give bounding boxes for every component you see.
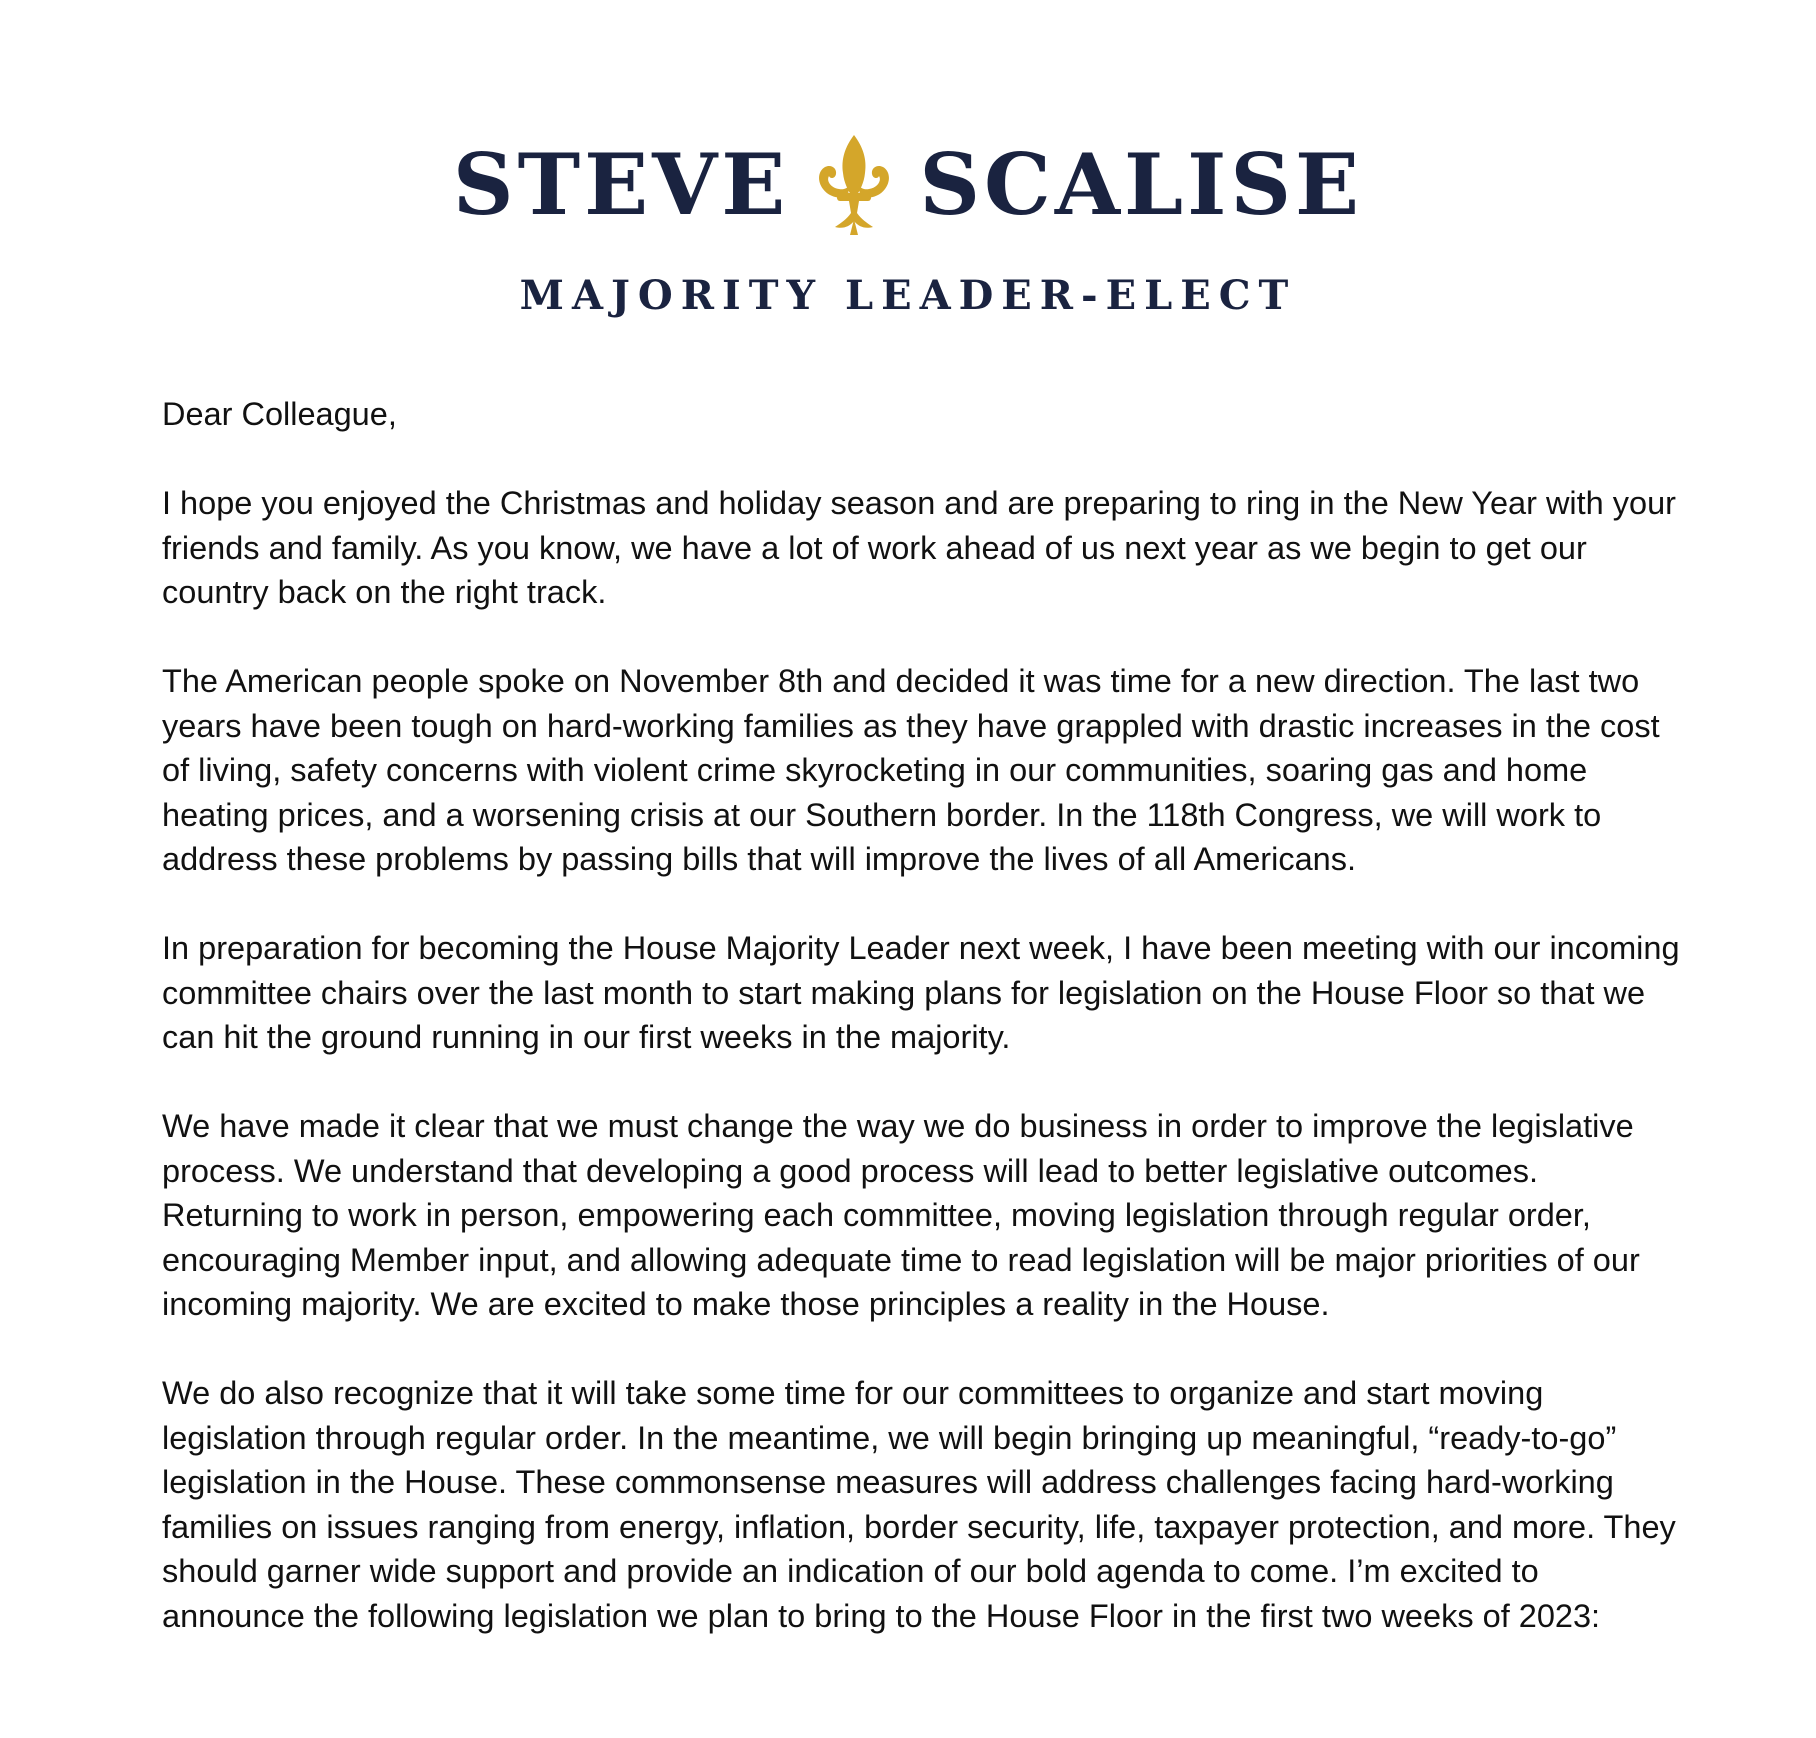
- letter-paragraph: The American people spoke on November 8th and decided it was time for a new direction. The last two years have been tough on hard-working families as they have grappled with drastic increases in the cost of living, safety concerns with violent crime skyrocketing in our communities, soaring gas and home heating prices, and a worsening crisis at our Southern border. In the 118th Congress, we will work to address these problems by passing bills that will improve the lives of all Americans.: [162, 663, 1660, 877]
- letterhead-subtitle: MAJORITY LEADER-ELECT: [519, 272, 1297, 319]
- letter-paragraph: In preparation for becoming the House Majority Leader next week, I have been meeting with our incoming committee chairs over the last month to start making plans for legislation on the House Floor so that we can hit the ground running in our first weeks in the majority.: [162, 930, 1680, 1055]
- letter-body: [162, 392, 1682, 1638]
- letter-paragraph: I hope you enjoyed the Christmas and holiday season and are preparing to ring in the New Year with your friends and family. As you know, we have a lot of work ahead of us next year as we begin to get our country back on the right track.: [162, 485, 1676, 610]
- letterhead: [0, 130, 1816, 319]
- letter-paragraph: We have made it clear that we must change the way we do business in order to improve the legislative process. We understand that developing a good process will lead to better legislative outcomes. Returning to work in person, empowering each committee, moving legislation through regular order, encouraging Member input, and allowing adequate time to read legislation will be major priorities of our incoming majority. We are excited to make those principles a reality in the House.: [162, 1108, 1640, 1322]
- letterhead-first-name: STEVE: [452, 135, 790, 234]
- letterhead-name-row: [0, 130, 1816, 240]
- letter-paragraph: We do also recognize that it will take some time for our committees to organize and start moving legislation through regular order. In the meantime, we will begin bringing up meaningful, “ready-to-go” legislation in the House. These commonsense measures will address challenges facing hard-working families on issues ranging from energy, inflation, border security, life, taxpayer protection, and more. They should garner wide support and provide an indication of our bold agenda to come. I’m excited to announce the following legislation we plan to bring to the House Floor in the first two weeks of 2023:: [162, 1375, 1676, 1634]
- letterhead-last-name: SCALISE: [919, 135, 1364, 234]
- salutation: Dear Colleague,: [162, 396, 397, 432]
- fleur-de-lis-icon: [815, 133, 893, 237]
